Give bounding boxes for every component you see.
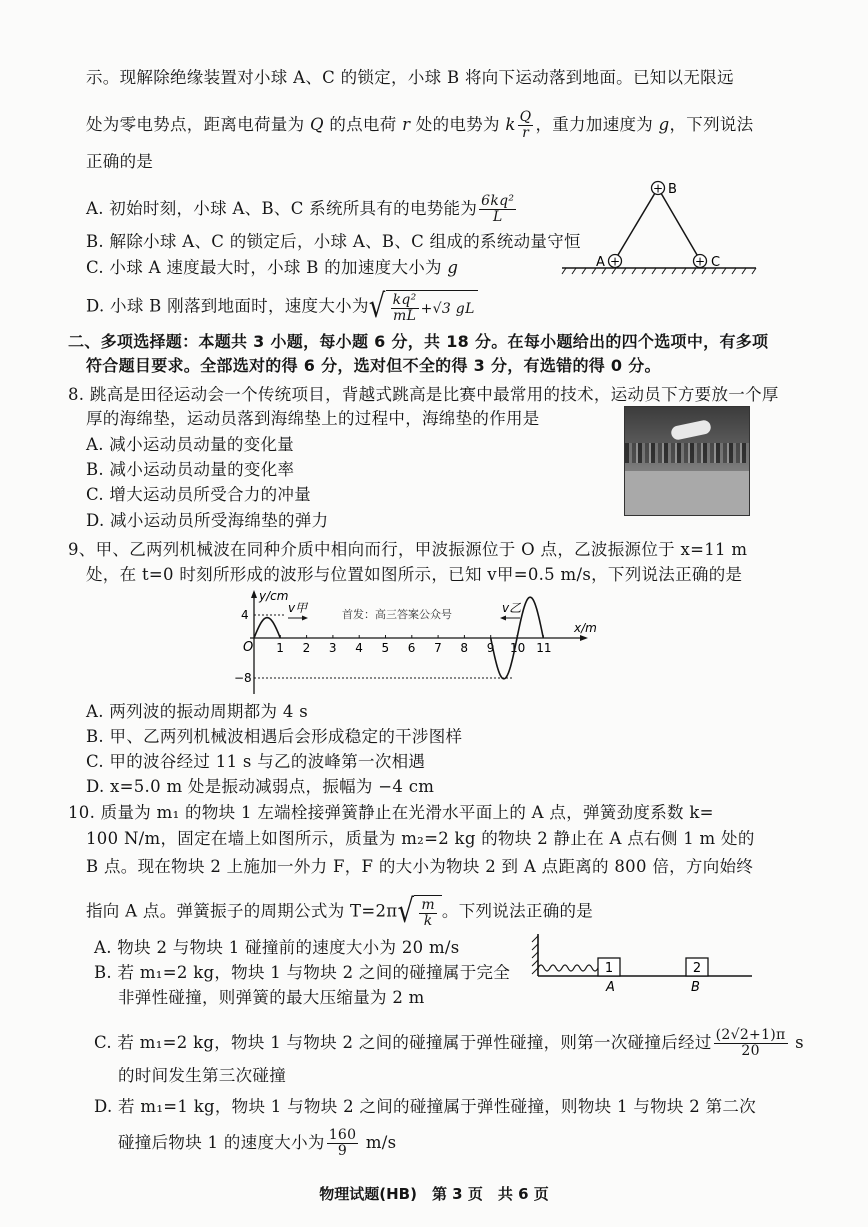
q9-option-b: B. 甲、乙两列机械波相遇后会形成稳定的干涉图样 (86, 727, 463, 746)
watermark-text: 首发：高三答案公众号 (342, 608, 452, 621)
q10-option-d-line-2 (118, 1128, 396, 1159)
q10-option-a: A. 物块 2 与物块 1 碰撞前的速度大小为 20 m/s (94, 938, 460, 957)
charge-c-sign: + (694, 254, 706, 269)
x-tick-label: 7 (434, 641, 442, 655)
x-tick-label: 6 (407, 641, 416, 655)
option-text: A. 初始时刻，小球 A、B、C 系统所具有的电势能为 (86, 199, 478, 218)
q7-charge-triangle-figure (560, 176, 760, 280)
charge-a-label: A (596, 255, 605, 270)
charge-a-sign: + (609, 254, 621, 269)
unit-text: m/s (360, 1133, 397, 1152)
q7-stem-text: ，下列说法 (669, 115, 754, 134)
radical-sign: √ (397, 893, 415, 931)
origin-label: O (243, 640, 254, 655)
fraction-numerator: Q (519, 109, 532, 125)
charge-b-sign: + (652, 181, 664, 196)
q10-option-c-line-2: 的时间发生第三次碰撞 (118, 1066, 286, 1085)
q10-period-sqrt (397, 895, 441, 929)
triangle-side-left (615, 188, 658, 260)
q7-symbol-g: g (658, 115, 670, 134)
x-axis-arrow (580, 635, 588, 641)
option-text: C. 小球 A 速度最大时，小球 B 的加速度大小为 (86, 258, 448, 277)
x-tick-label: 10 (510, 641, 526, 655)
q10-stem-line-4 (86, 895, 593, 929)
x-tick-label: 2 (302, 641, 311, 655)
fraction-numerator: 6kq² (481, 193, 515, 209)
fraction-numerator: m (421, 897, 435, 913)
wave-jia-curve (254, 618, 280, 638)
radical-sign: √ (368, 288, 386, 326)
q10-spring-block-figure (528, 930, 754, 996)
q7-stem-line-3: 正确的是 (86, 152, 154, 171)
v-jia-label: v甲 (288, 601, 308, 615)
x-tick-label: 4 (355, 641, 363, 655)
q10-stem-line-2: 100 N/m，固定在墙上如图所示，质量为 m₂=2 kg 的物块 2 静止在 A 点右侧 1 m 处的 (86, 829, 755, 848)
q7-stem-line-2 (86, 110, 753, 141)
x-axis-label: x/m (574, 621, 597, 635)
radicand-tail: +√3 gL (420, 300, 475, 317)
q8-stem-line-2: 厚的海绵垫，运动员落到海绵垫上的过程中，海绵垫的作用是 (86, 409, 540, 428)
q7-optD-fraction (391, 293, 419, 324)
x-tick-label: 5 (381, 641, 390, 655)
unit-text: s (789, 1033, 804, 1052)
q7-stem-text: 处的电势为 (410, 115, 506, 134)
section-2-heading-line-1: 二、多项选择题：本题共 3 小题，每小题 6 分，共 18 分。在每小题给出的四个选项中，有多项 (68, 332, 769, 351)
fraction-denominator: L (492, 209, 503, 225)
option-text: C. 若 m₁=2 kg，物块 1 与物块 2 之间的碰撞属于弹性碰撞，则第一次碰撞后经过 (94, 1033, 712, 1052)
q7-symbol-g: g (447, 258, 459, 277)
q7-potential-fraction (518, 110, 534, 141)
q10-option-c-line-1 (94, 1028, 804, 1059)
q8-stem-line-1: 8. 跳高是田径运动会一个传统项目，背越式跳高是比赛中最常用的技术，运动员下方要放一个厚 (68, 385, 779, 404)
stem-text: 指向 A 点。弹簧振子的周期公式为 T=2π (86, 901, 398, 921)
fraction-numerator: (2√2+1)π (715, 1027, 786, 1043)
ground-hatching (562, 268, 756, 274)
q7-optD-sqrt (369, 290, 478, 324)
q10-optC-fraction (714, 1028, 788, 1059)
x-tick-label: 3 (328, 641, 337, 655)
photo-athlete (670, 419, 712, 441)
photo-sponge-mat (625, 471, 749, 515)
charge-b-label: B (668, 182, 677, 197)
radicand (386, 290, 478, 324)
block-1-label: 1 (604, 961, 614, 976)
q7-symbol-r: r (402, 115, 411, 134)
q7-stem-text: 的点电荷 (323, 115, 403, 134)
q7-option-a (86, 194, 518, 225)
v-yi-arrow-head (500, 616, 506, 621)
fraction-numerator: 160 (328, 1127, 357, 1143)
q7-stem-text: 处为零电势点，距离电荷量为 (86, 115, 310, 134)
option-text: D. 小球 B 刚落到地面时，速度大小为 (86, 296, 369, 316)
point-b-label: B (691, 980, 700, 995)
q10-option-b-line-2: 非弹性碰撞，则弹簧的最大压缩量为 2 m (118, 988, 425, 1007)
q7-symbol-k: k (505, 115, 516, 134)
wall-hatching (532, 936, 538, 974)
block-2-label: 2 (692, 961, 702, 976)
charge-c-label: C (711, 255, 721, 270)
fraction-denominator: 9 (337, 1143, 348, 1159)
q10-stem-line-1: 10. 质量为 m₁ 的物块 1 左端栓接弹簧静止在光滑水平面上的 A 点，弹簧劲度系数 k= (68, 803, 714, 822)
q7-option-b: B. 解除小球 A、C 的锁定后，小球 A、B、C 组成的系统动量守恒 (86, 232, 581, 251)
v-jia-arrow-head (302, 616, 308, 621)
q9-option-c: C. 甲的波谷经过 11 s 与乙的波峰第一次相遇 (86, 752, 426, 771)
q10-stem-line-3: B 点。现在物块 2 上施加一外力 F，F 的大小为物块 2 到 A 点距离的 800 倍，方向始终 (86, 857, 754, 876)
q10-optD-fraction (327, 1128, 359, 1159)
x-tick-label: 9 (486, 641, 495, 655)
radicand (414, 895, 442, 929)
x-tick-label: 1 (276, 641, 284, 655)
high-jump-photo (624, 406, 750, 516)
q7-symbol-Q: Q (309, 115, 324, 134)
q8-option-c: C. 增大运动员所受合力的冲量 (86, 485, 312, 504)
q7-stem-text: ，重力加速度为 (535, 115, 659, 134)
q9-option-d: D. x=5.0 m 处是振动减弱点，振幅为 −4 cm (86, 777, 435, 796)
photo-crowd (625, 443, 749, 463)
fraction-numerator: kq² (392, 292, 417, 308)
section-2-heading-line-2: 符合题目要求。全部选对的得 6 分，选对但不全的得 3 分，有选错的得 0 分。 (86, 356, 661, 375)
q7-optA-fraction (479, 194, 516, 225)
q10-option-b-line-1: B. 若 m₁=2 kg，物块 1 与物块 2 之间的碰撞属于完全 (94, 963, 511, 982)
v-yi-label: v乙 (502, 601, 522, 615)
option-text: 碰撞后物块 1 的速度大小为 (118, 1133, 325, 1152)
triangle-side-right (658, 188, 700, 260)
q9-option-a: A. 两列波的振动周期都为 4 s (86, 702, 308, 721)
q7-option-d (86, 290, 478, 324)
q10-option-d-line-1: D. 若 m₁=1 kg，物块 1 与物块 2 之间的碰撞属于弹性碰撞，则物块 1 与物块 2 第二次 (94, 1097, 757, 1116)
point-a-label: A (606, 980, 615, 995)
q10-period-fraction (419, 898, 437, 929)
fraction-denominator: mL (393, 308, 417, 324)
y-axis-arrow (251, 590, 257, 598)
fraction-denominator: r (522, 125, 530, 141)
fraction-denominator: k (423, 913, 433, 929)
q9-stem-line-1: 9、甲、乙两列机械波在同种介质中相向而行，甲波振源位于 O 点，乙波振源位于 x=11 m (68, 540, 748, 559)
q9-stem-line-2: 处，在 t=0 时刻所形成的波形与位置如图所示，已知 v甲=0.5 m/s，下列说法正确的是 (86, 565, 743, 584)
q7-option-c (86, 256, 458, 280)
y-tick-minus-8: −8 (234, 671, 252, 685)
q8-option-d: D. 减小运动员所受海绵垫的弹力 (86, 511, 329, 530)
page-footer: 物理试题(HB) 第 3 页 共 6 页 (319, 1185, 549, 1203)
q9-wave-graph (236, 588, 616, 698)
q8-option-b: B. 减小运动员动量的变化率 (86, 460, 295, 479)
fraction-denominator: 20 (741, 1043, 760, 1059)
q8-option-a: A. 减小运动员动量的变化量 (86, 435, 295, 454)
x-tick-label: 11 (536, 641, 552, 655)
y-tick-4: 4 (241, 608, 249, 622)
y-axis-label: y/cm (259, 589, 289, 603)
q7-stem-line-1: 示。现解除绝缘装置对小球 A、C 的锁定，小球 B 将向下运动落到地面。已知以无限远 (86, 68, 734, 87)
x-tick-label: 8 (460, 641, 469, 655)
stem-text: 。下列说法正确的是 (441, 901, 594, 921)
